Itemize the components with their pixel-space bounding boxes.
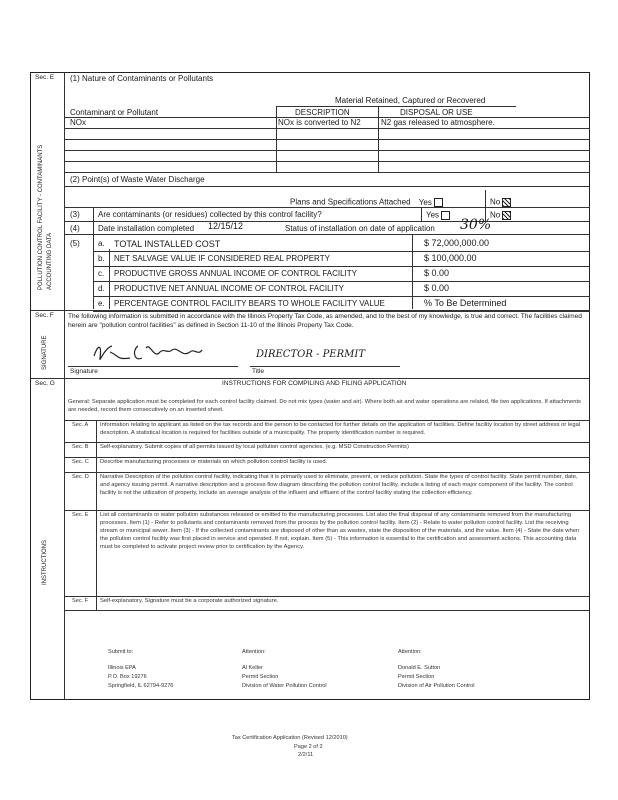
col-disposal-header: DISPOSAL OR USE — [400, 108, 473, 117]
instructions-general: General: Separate application must be completed for each control facility claimed. Do not mix types (water and air). Where both air and water operations are related, file two applications. If attachments are needed, record them consecutively on an inserted sheet. — [68, 399, 581, 413]
material-header-rule — [276, 106, 516, 107]
col-contaminant-header: Contaminant or Pollutant — [70, 108, 159, 117]
instruction-row-text: Describe manufacturing processes or materials on which pollution control facility is used. — [100, 459, 328, 465]
sec-f-vertical-label: SIGNATURE — [42, 335, 48, 370]
sec-e-vertical-label: POLLUTION CONTROL FACILITY - CONTAMINANTS — [38, 144, 44, 290]
item3-yes-label: Yes — [426, 210, 440, 220]
item5-row-value: $ 0.00 — [424, 283, 450, 293]
plans-rule — [64, 207, 590, 208]
item4-number: (4) — [70, 224, 80, 233]
plans-yes-label: Yes — [418, 197, 432, 207]
item3-yes-checkbox[interactable] — [441, 211, 450, 220]
sec-f-top-rule — [30, 310, 590, 311]
item3-number: (3) — [70, 210, 80, 219]
item5-row-label: TOTAL INSTALLED COST — [114, 239, 221, 249]
plans-no-checkbox[interactable] — [502, 198, 511, 207]
address-line: Springfield, IL 62794-9276 — [108, 683, 174, 689]
item3-no-checkbox[interactable] — [502, 211, 511, 220]
sec-f-text: The following information is submitted in accordance with the Illinois Property Tax Code, as amended, and to the best of my knowledge, is true and correct. The facilities claimed herein are "pollution control facilities" as defined in Section 11-10 of the Illinois Property Tax Code. — [68, 313, 582, 329]
item3-rule — [64, 221, 590, 222]
attention-label-1: Attention: — [242, 649, 266, 655]
item5-row-letter: a. — [98, 239, 105, 248]
instruction-row-label: Sec. D — [72, 474, 89, 480]
item4-rule — [64, 234, 590, 235]
item1-label: (1) Nature of Contaminants or Pollutants — [70, 74, 214, 83]
title-label: Title — [252, 368, 265, 375]
instruction-label-divider — [96, 420, 97, 610]
row-description: NOx is converted to N2 — [278, 118, 361, 127]
item2-label: (2) Point(s) of Waste Water Discharge — [70, 175, 205, 184]
item5-row-rule — [93, 296, 590, 297]
sec-g-label: Sec. G — [35, 380, 55, 387]
instruction-row-text: Narrative Description of the pollution control facility, indicating that it is primarily used to eliminate, prevent, or reduce pollution. State the types of control facility. State permit number, date, and agency issuing permit. A narrative description and a process flow diagram describing the pollution control facility, include a listing of each major component of the facility. The control facility is not the utilization of property, include an average analysis of the influent and effluent of the control facility stating the collection efficiency. — [100, 474, 578, 496]
left-column-divider — [64, 72, 65, 700]
item3-question: Are contaminants (or residues) collected by this control facility? — [98, 210, 322, 219]
item5-row-label: PRODUCTIVE NET ANNUAL INCOME OF CONTROL FACILITY — [114, 284, 344, 293]
address-line: Donald E. Sutton — [398, 665, 441, 671]
item5-value-divider — [412, 234, 413, 309]
item5-number: (5) — [70, 239, 80, 248]
signature-line — [68, 366, 238, 367]
instructions-heading: INSTRUCTIONS FOR COMPILING AND FILING APPLICATION — [222, 380, 407, 387]
submit-to-label: Submit to: — [108, 649, 134, 655]
plans-yes-checkbox[interactable] — [434, 198, 443, 207]
title-value: DIRECTOR - PERMIT — [256, 349, 365, 360]
address-line: Illinois EPA — [108, 665, 136, 671]
item4-status-label: Status of installation on date of application — [285, 224, 435, 233]
footer-line-2: Page 2 of 2 — [294, 744, 323, 750]
item4-date: 12/15/12 — [208, 221, 244, 231]
table-rule-2 — [64, 128, 590, 129]
item5-row-label: NET SALVAGE VALUE IF CONSIDERED REAL PROPERTY — [114, 254, 330, 263]
row-disposal: N2 gas released to atmosphere. — [381, 118, 495, 127]
address-line: Division of Air Pollution Control — [398, 683, 475, 689]
item4-label: Date installation completed — [98, 224, 195, 233]
plans-attached-label — [290, 198, 443, 207]
plans-no-option — [490, 198, 511, 207]
item5-row-letter: e. — [98, 299, 105, 308]
table-rule-3 — [64, 139, 590, 140]
table-col-divider-1 — [276, 106, 277, 172]
address-line: Permit Section — [398, 674, 435, 680]
item5-row-value: % To Be Determined — [424, 298, 507, 308]
address-line: Permit Section — [242, 674, 279, 680]
item5-row-letter: d. — [98, 284, 105, 293]
item2-rule — [64, 186, 590, 187]
sec-f-label: Sec. F — [35, 312, 54, 319]
table-col-divider-2 — [378, 106, 379, 172]
item3-no-label: No — [490, 210, 501, 220]
instruction-row-label: Sec. B — [72, 444, 89, 450]
instruction-row-text: List all contaminants or water pollution substances released or emitted to the manufacturing processes. List also the final disposal of any contaminants removed from the manufacturing processes. Item (1) - Refer to pollutants and contaminants removed from the process by the pollution control facility. Item (2) - Relate to water pollution control facility. List the receiving stream or municipal sewer. Item (3) - If the collected contaminants are disposed of other than as wastes, state the disposition of the materials, and the value. Item (4) - State the date when the pollution control facility was first placed in service and operated. If not, explain. Item (5) - This information is essential to the certification and assessment actions. This accounting data must be completed to activate project review prior to certification by the Agency. — [100, 512, 580, 550]
item-number-divider — [93, 207, 94, 309]
item5-row-value: $ 100,000.00 — [424, 253, 477, 263]
item5-row-label: PERCENTAGE CONTROL FACILITY BEARS TO WHOLE FACILITY VALUE — [114, 299, 385, 308]
item4-status: 30% — [460, 217, 492, 233]
material-retained-header: Material Retained, Captured or Recovered — [335, 96, 486, 105]
instruction-row-text: Self-explanatory. Submit copies of all permits issued by local pollution control agencies. (e.g. MSD Construction Permits) — [100, 444, 409, 450]
item5-row-value: $ 0.00 — [424, 268, 450, 278]
item5-letter-divider — [109, 249, 110, 309]
item5-row-rule — [93, 266, 590, 267]
row-contaminant: NOx — [70, 118, 86, 127]
item5-row-value: $ 72,000,000.00 — [424, 238, 490, 248]
item3-no-option — [490, 211, 511, 220]
item5-row-letter: c. — [98, 269, 105, 278]
instruction-row-label: Sec. A — [72, 422, 89, 428]
instruction-row-text: Self-explanatory. Signature must be a corporate authorized signature. — [100, 598, 279, 604]
table-rule-4 — [64, 150, 590, 151]
instruction-row-rule — [64, 610, 590, 611]
sec-g-top-rule — [30, 378, 590, 379]
instruction-row-label: Sec. E — [72, 512, 89, 518]
sec-e-vertical-label-2: ACCOUNTING DATA — [47, 232, 53, 290]
address-line: Al Keller — [242, 665, 263, 671]
signature-label: Signature — [70, 368, 98, 375]
table-rule-6 — [64, 172, 590, 173]
item5-row-rule — [93, 281, 590, 282]
footer-line-1: Tax Certification Application (Revised 12/2010) — [232, 735, 348, 741]
item5-row-rule — [93, 251, 590, 252]
col-description-header: DESCRIPTION — [295, 108, 350, 117]
instruction-row-label: Sec. C — [72, 459, 89, 465]
instruction-row-label: Sec. F — [72, 598, 89, 604]
instruction-row-text: Information relating to applicant as listed on the tax records and the person to be contacted for further details on the application of facilities. Define facility location by street address or legal description. A statistical location is required for facilities outside of a municipality. The property identification number is required. — [100, 422, 581, 436]
sec-e-label: Sec. E — [35, 74, 55, 81]
item5-row-label: PRODUCTIVE GROSS ANNUAL INCOME OF CONTROL FACILITY — [114, 269, 357, 278]
title-line — [250, 366, 400, 367]
address-line: Division of Water Pollution Control — [242, 683, 327, 689]
plans-no-label: No — [490, 197, 501, 207]
address-line: P.O. Box 19276 — [108, 674, 147, 680]
item5-row-letter: b. — [98, 254, 105, 263]
attention-label-2: Attention: — [398, 649, 422, 655]
signature-image — [90, 338, 205, 368]
footer-line-3: 2/2/11 — [298, 752, 314, 758]
item3-yes-option — [426, 211, 450, 220]
table-rule-5 — [64, 161, 590, 162]
sec-g-vertical-label: INSTRUCTIONS — [42, 540, 48, 585]
plans-label: Plans and Specifications Attached — [290, 197, 411, 207]
item3-yes-divider — [421, 207, 422, 221]
